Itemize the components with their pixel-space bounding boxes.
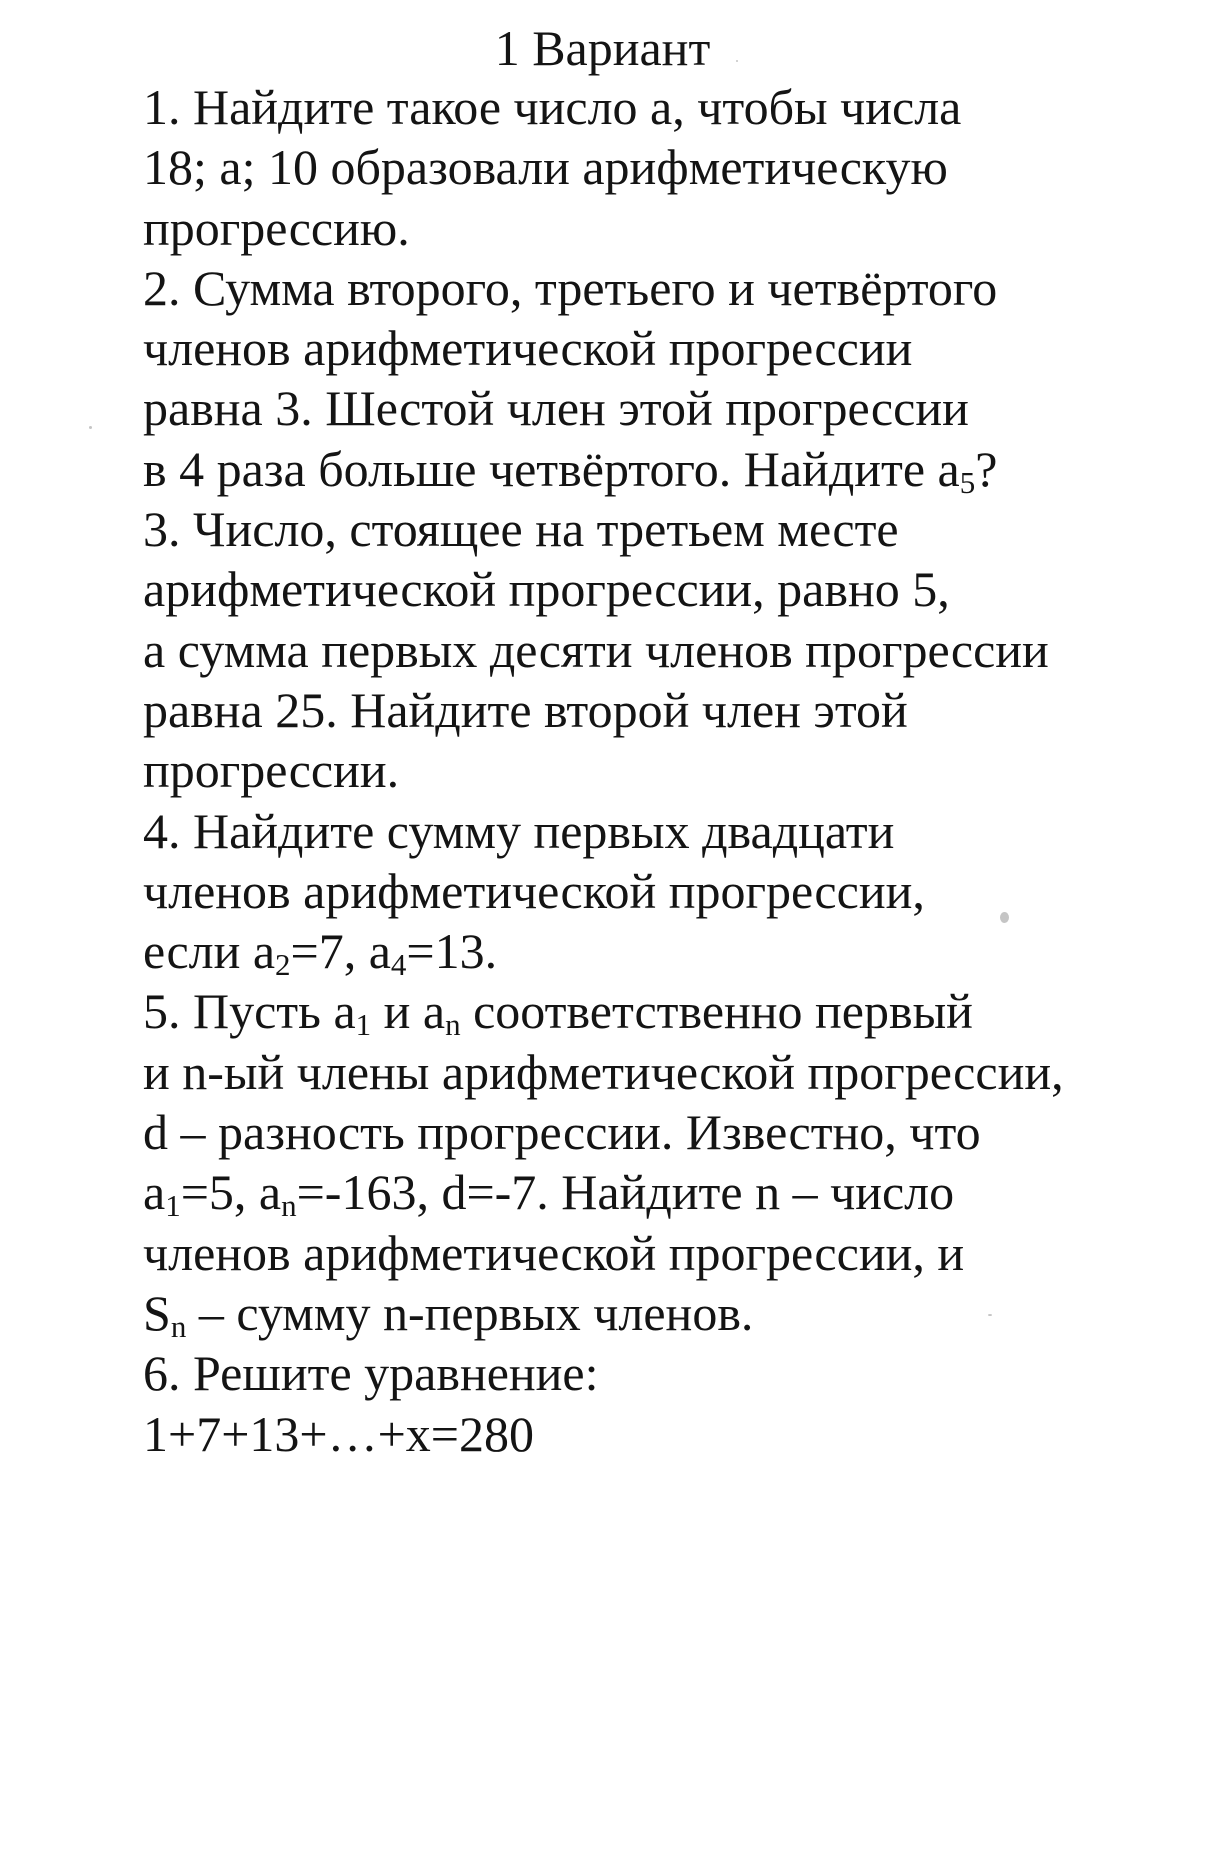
text-run: и а — [371, 983, 446, 1040]
subscript: n — [281, 1188, 297, 1224]
scan-speck — [89, 426, 92, 429]
text-line — [143, 439, 1183, 499]
text-run: d – разность прогрессии. Известно, что — [143, 1104, 981, 1161]
subscript: 1 — [355, 1007, 372, 1043]
text-line — [143, 1042, 1183, 1102]
text-line — [143, 861, 1183, 921]
text-run: арифметической прогрессии, равно 5, — [143, 561, 950, 618]
text-run: если а — [143, 923, 276, 980]
text-run: и n-ый члены арифметической прогрессии, — [143, 1043, 1064, 1100]
text-run: 18; а; 10 образовали арифметическую — [143, 139, 948, 196]
text-run: а — [143, 1164, 166, 1221]
scan-speck — [736, 60, 738, 62]
text-run: равна 25. Найдите второй член этой — [143, 681, 908, 738]
text-line — [143, 1343, 1183, 1403]
text-run: прогрессии. — [143, 742, 400, 799]
text-line — [143, 1404, 1183, 1464]
subscript: 5 — [959, 464, 976, 500]
scan-speck — [988, 1314, 992, 1316]
text-line — [143, 680, 1183, 740]
subscript: 2 — [275, 946, 291, 982]
text-run: а сумма первых десяти членов прогрессии — [143, 621, 1049, 678]
text-line — [143, 1283, 1183, 1343]
text-run: S — [143, 1284, 171, 1341]
text-run: в 4 раза больше четвёртого. Найдите а — [143, 440, 960, 497]
subscript: 4 — [390, 946, 407, 982]
text-run: – сумму n-первых членов. — [186, 1284, 754, 1341]
text-line — [143, 258, 1183, 318]
text-line — [143, 801, 1183, 861]
text-line — [143, 1162, 1183, 1222]
subscript: n — [445, 1007, 461, 1043]
text-run: равна 3. Шестой член этой прогрессии — [143, 380, 969, 437]
text-run: 3. Число, стоящее на третьем месте — [143, 501, 899, 558]
text-line — [143, 740, 1183, 800]
text-run: 6. Решите уравнение: — [143, 1345, 599, 1402]
text-run: 4. Найдите сумму первых двадцати — [143, 802, 895, 859]
text-run: =13. — [406, 923, 498, 980]
text-line — [143, 1102, 1183, 1162]
text-line — [143, 1223, 1183, 1283]
text-line — [143, 499, 1183, 559]
text-run: членов арифметической прогрессии, — [143, 862, 925, 919]
text-run: =5, а — [180, 1164, 282, 1221]
variant-title: 1 Вариант — [494, 20, 711, 76]
problem-text — [143, 77, 1183, 1464]
scan-speck — [1000, 912, 1009, 923]
text-run: членов арифметической прогрессии, и — [143, 1224, 965, 1281]
text-line — [143, 198, 1183, 258]
text-run: членов арифметической прогрессии — [143, 320, 913, 377]
text-line — [143, 620, 1183, 680]
text-line — [143, 77, 1183, 137]
subscript: n — [170, 1308, 187, 1344]
text-run: =-163, d=-7. Найдите n – число — [296, 1164, 955, 1221]
text-run: =7, а — [290, 923, 391, 980]
text-line — [143, 921, 1183, 981]
text-line — [143, 559, 1183, 619]
text-run: 2. Сумма второго, третьего и четвёртого — [143, 259, 998, 316]
text-run: соответственно первый — [460, 983, 973, 1040]
text-run: ? — [975, 440, 998, 497]
subscript: 1 — [165, 1188, 181, 1224]
text-run: 1+7+13+…+x=280 — [143, 1405, 534, 1462]
text-line — [143, 137, 1183, 197]
text-line — [143, 378, 1183, 438]
text-run: 5. Пусть а — [143, 983, 356, 1040]
text-run: прогрессию. — [143, 199, 410, 256]
text-run: 1. Найдите такое число а, чтобы числа — [143, 79, 962, 135]
text-line — [143, 981, 1183, 1041]
text-line — [143, 318, 1183, 378]
